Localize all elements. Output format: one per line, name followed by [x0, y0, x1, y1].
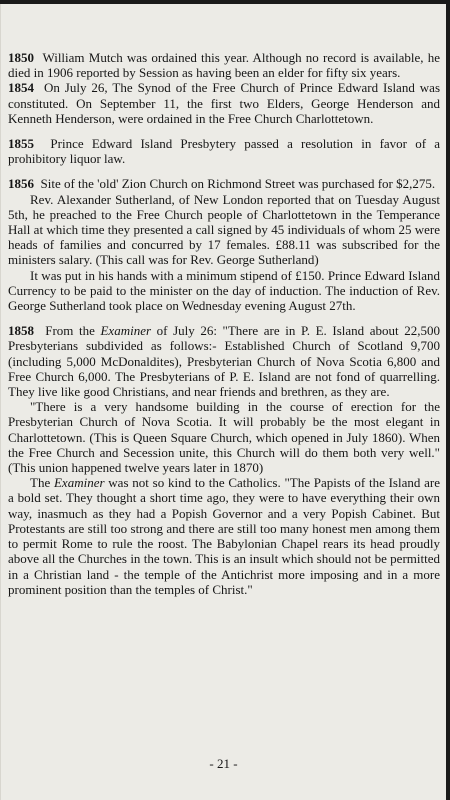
entry-year: 1854 — [8, 80, 34, 96]
entry-1856 — [8, 176, 440, 313]
entry-text: Rev. Alexander Sutherland, of New London reported that on Tuesday August 5th, he preached to the Free Church people of Charlottetown in the Temperance Hall at which time they presented a call signed by 45 individuals of whom 25 were heads of families and concurred by 17 females. £88.11 was subscribed for the ministers salary. (This call was for Rev. George Sutherland) — [8, 191, 440, 268]
entry-paragraph — [8, 80, 440, 126]
entry-1854 — [8, 80, 440, 126]
entry-text: From the — [45, 323, 101, 339]
entry-text: The — [30, 475, 54, 491]
book-page — [0, 4, 446, 800]
entry-1855 — [8, 136, 440, 166]
newspaper-title: Examiner — [53, 475, 105, 491]
entry-text: of July 26: "There are in P. E. Island about 22,500 Presbyterians subdivided as follows:- Established Church of Scotland 9,700 (including 5,000 McDonaldites), Presbyterian Church of Nova Scotia 6,800 and Free Church 6,000. The Presbyterians of P. E. Island are not fond of quarrelling. They live like good Christians, and near friends and brethren, as they are. — [8, 323, 441, 400]
entry-year: 1855 — [8, 136, 34, 152]
entry-text: "There is a very handsome building in the course of erection for the Presbyterian Church of Nova Scotia. It will probably be the most elegant in Charlottetown. (This is Queen Square Church, which opened in July 1860). When the Free Church and Secession unite, this Church will do them both very well." (This union happened twelve years later in 1870) — [8, 399, 440, 476]
entry-year: 1856 — [8, 176, 34, 192]
page-number: - 21 - — [209, 756, 238, 771]
entry-1858 — [8, 323, 440, 597]
entry-paragraph — [8, 192, 440, 268]
entry-paragraph — [8, 268, 440, 314]
entry-text: Prince Edward Island Presbytery passed a resolution in favor of a prohibitory liquor law. — [8, 136, 440, 167]
entry-text: On July 26, The Synod of the Free Church of Prince Edward Island was constituted. On September 11, the first two Elders, George Henderson and Kenneth Henderson, were ordained in the Free Church Charlottetown. — [8, 80, 441, 126]
entry-paragraph — [8, 323, 440, 399]
entry-paragraph — [8, 475, 440, 597]
entry-year: 1858 — [8, 323, 34, 339]
entry-1850 — [8, 50, 440, 80]
entry-text: Site of the 'old' Zion Church on Richmond Street was purchased for $2,275. — [40, 176, 436, 192]
entry-text: It was put in his hands with a minimum stipend of £150. Prince Edward Island Currency to be paid to the minister on the day of induction. The induction of Rev. George Sutherland took place on Wednesday evening August 27th. — [8, 267, 440, 314]
entry-year: 1850 — [8, 50, 34, 65]
entry-text: was not so kind to the Catholics. "The Papists of the Island are a bold set. They thought a short time ago, they were to have everything their own way, inasmuch as they had a Popish Governor and a very Popish Cabinet. But Protestants are still too strong and there are still too many honest men among them to permit Rome to rule the roost. The Babylonian Chapel rears its head proudly above all the Churches in the town. This is an insult which should not be permitted in a Christian land - the temple of the Antichrist more imposing and in a more prominent position than the temples of Christ." — [8, 475, 440, 597]
newspaper-title: Examiner — [100, 323, 152, 339]
entry-paragraph — [8, 399, 440, 475]
entry-paragraph — [8, 176, 440, 191]
page-body — [8, 50, 440, 607]
entry-paragraph — [8, 50, 440, 80]
entry-paragraph — [8, 136, 440, 166]
entry-text: William Mutch was ordained this year. Although no record is available, he died in 1906 reported by Session as having been an elder for fifty six years. — [8, 50, 441, 81]
